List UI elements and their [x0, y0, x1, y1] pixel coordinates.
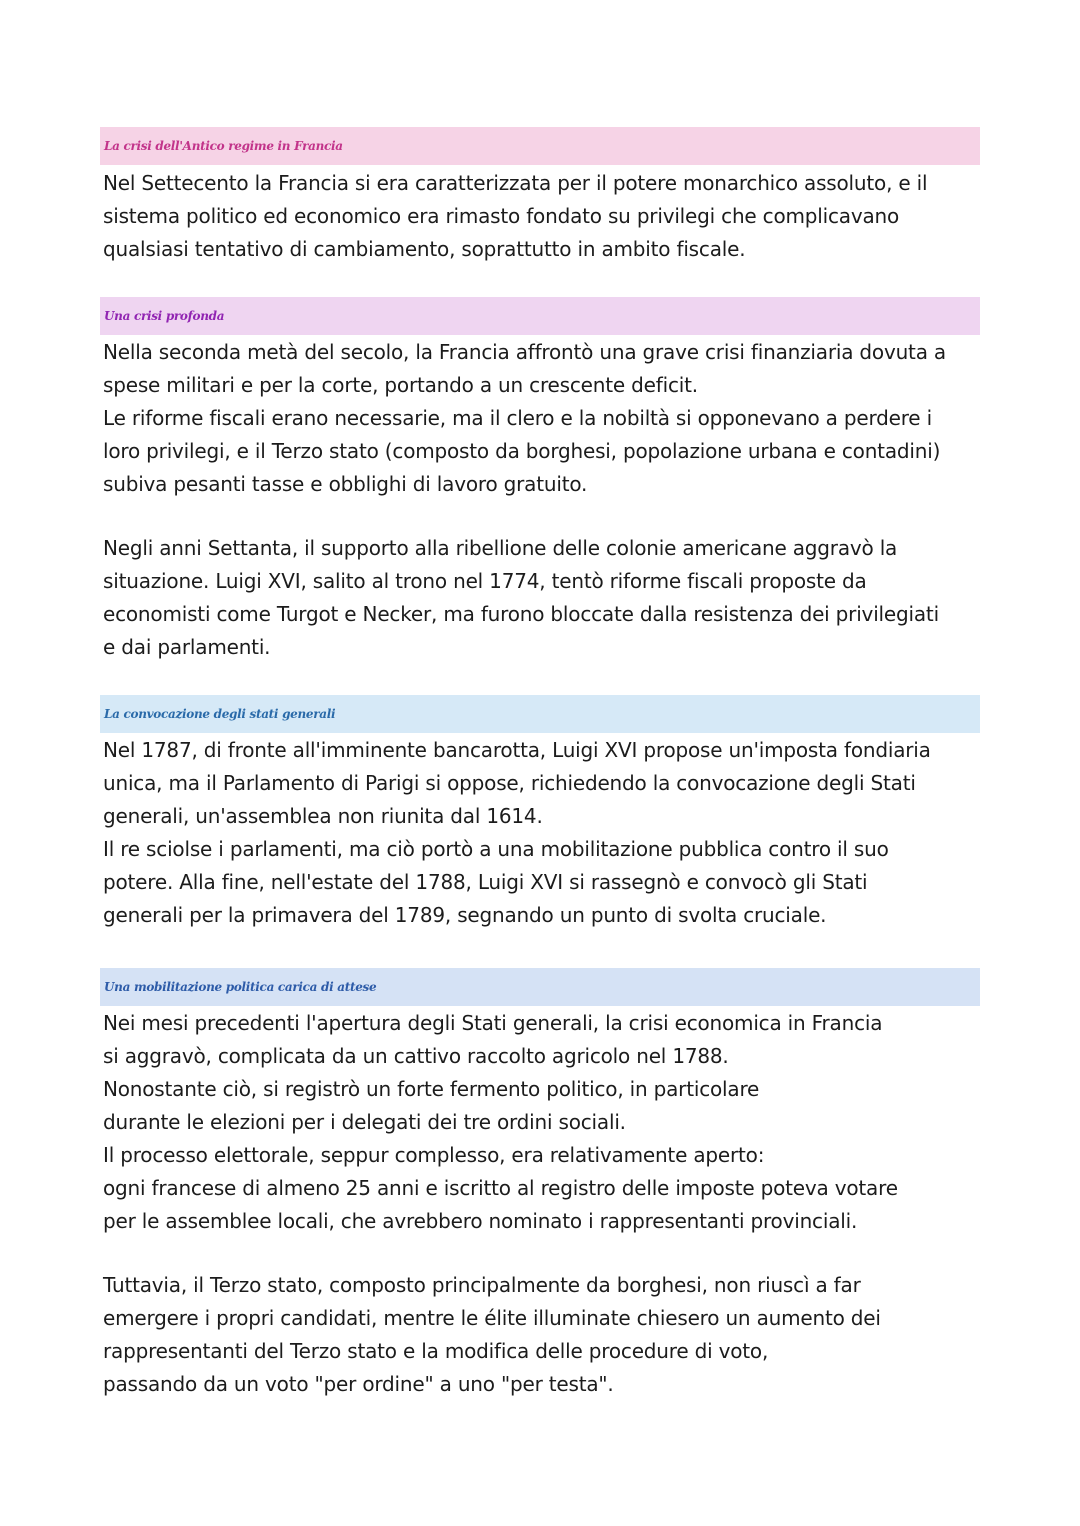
text-line: economisti come Turgot e Necker, ma furono bloccate dalla resistenza dei privilegiati: [103, 602, 939, 626]
text-line: Nei mesi precedenti l'apertura degli Stati generali, la crisi economica in Francia: [103, 1011, 883, 1035]
text-line: e dai parlamenti.: [103, 635, 271, 659]
text-line: Nel 1787, di fronte all'imminente bancarotta, Luigi XVI propose un'imposta fondiaria: [103, 738, 931, 762]
text-line: loro privilegi, e il Terzo stato (composto da borghesi, popolazione urbana e contadini): [103, 439, 941, 463]
paragraph: [103, 1269, 983, 1401]
text-line: durante le elezioni per i delegati dei tre ordini sociali.: [103, 1110, 626, 1134]
text-line: Nella seconda metà del secolo, la Francia affrontò una grave crisi finanziaria dovuta a: [103, 340, 946, 364]
section-heading-convocazione-stati-generali: La convocazione degli stati generali: [100, 695, 980, 733]
text-line: passando da un voto "per ordine" a uno "per testa".: [103, 1372, 614, 1396]
text-line: subiva pesanti tasse e obblighi di lavoro gratuito.: [103, 472, 588, 496]
text-line: per le assemblee locali, che avrebbero nominato i rappresentanti provinciali.: [103, 1209, 858, 1233]
text-line: Il processo elettorale, seppur complesso, era relativamente aperto:: [103, 1143, 765, 1167]
text-line: Le riforme fiscali erano necessarie, ma il clero e la nobiltà si opponevano a perdere i: [103, 406, 932, 430]
text-line: unica, ma il Parlamento di Parigi si oppose, richiedendo la convocazione degli Stati: [103, 771, 916, 795]
section-heading-mobilitazione-politica: Una mobilitazione politica carica di attese: [100, 968, 980, 1006]
text-line: ogni francese di almeno 25 anni e iscritto al registro delle imposte poteva votare: [103, 1176, 898, 1200]
paragraph: [103, 1007, 983, 1238]
text-line: emergere i propri candidati, mentre le élite illuminate chiesero un aumento dei: [103, 1306, 881, 1330]
text-line: Tuttavia, il Terzo stato, composto principalmente da borghesi, non riuscì a far: [103, 1273, 861, 1297]
text-line: situazione. Luigi XVI, salito al trono nel 1774, tentò riforme fiscali proposte da: [103, 569, 867, 593]
text-line: potere. Alla fine, nell'estate del 1788, Luigi XVI si rassegnò e convocò gli Stati: [103, 870, 868, 894]
paragraph: [103, 734, 983, 932]
section-heading-crisi-antico-regime: La crisi dell'Antico regime in Francia: [100, 127, 980, 165]
text-line: sistema politico ed economico era rimasto fondato su privilegi che complicavano: [103, 204, 900, 228]
text-line: Negli anni Settanta, il supporto alla ribellione delle colonie americane aggravò la: [103, 536, 898, 560]
text-line: Il re sciolse i parlamenti, ma ciò portò a una mobilitazione pubblica contro il suo: [103, 837, 889, 861]
text-line: Nel Settecento la Francia si era caratterizzata per il potere monarchico assoluto, e il: [103, 171, 928, 195]
paragraph: [103, 167, 983, 266]
text-line: qualsiasi tentativo di cambiamento, soprattutto in ambito fiscale.: [103, 237, 746, 261]
text-line: rappresentanti del Terzo stato e la modifica delle procedure di voto,: [103, 1339, 769, 1363]
text-line: spese militari e per la corte, portando a un crescente deficit.: [103, 373, 698, 397]
paragraph: [103, 336, 983, 501]
text-line: generali per la primavera del 1789, segnando un punto di svolta cruciale.: [103, 903, 827, 927]
section-heading-crisi-profonda: Una crisi profonda: [100, 297, 980, 335]
text-line: generali, un'assemblea non riunita dal 1614.: [103, 804, 543, 828]
paragraph: [103, 532, 983, 664]
text-line: si aggravò, complicata da un cattivo raccolto agricolo nel 1788.: [103, 1044, 729, 1068]
text-line: Nonostante ciò, si registrò un forte fermento politico, in particolare: [103, 1077, 760, 1101]
